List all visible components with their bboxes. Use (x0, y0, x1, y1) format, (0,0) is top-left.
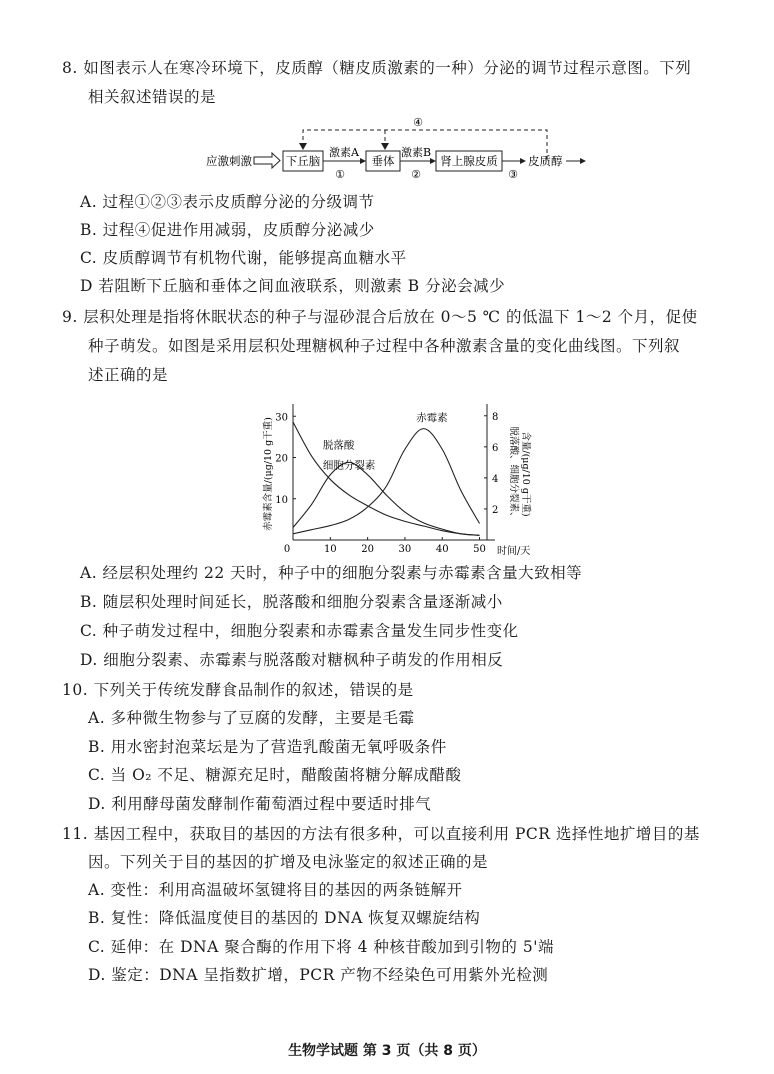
y-left-tick-label: 20 (275, 453, 288, 465)
q11-option-c: C. 延伸：在 DNA 聚合酶的作用下将 4 种核苷酸加到引物的 5'端 (88, 938, 554, 956)
q10-option-d: D. 利用酵母菌发酵制作葡萄酒过程中要适时排气 (88, 795, 432, 813)
q11-option-b: B. 复性：降低温度使目的基因的 DNA 恢复双螺旋结构 (88, 909, 481, 927)
y-right-axis-title-2: 含量/(μg/10 g干重) (520, 431, 531, 517)
x-tick-label: 40 (435, 544, 449, 555)
hormone-line-chart (255, 398, 531, 558)
label-1: ① (335, 168, 345, 181)
q8-regulation-diagram (200, 112, 600, 182)
y-right-tick-label: 6 (492, 442, 499, 454)
q10-option-c: C. 当 O₂ 不足、糖源充足时，醋酸菌将糖分解成醋酸 (88, 766, 462, 784)
x-axis-title: 时间/天 (497, 546, 531, 557)
q11-stem-line1: 11. 基因工程中，获取目的基因的方法有很多种，可以直接利用 PCR 选择性地扩增目的基 (62, 825, 700, 843)
q8-option-c: C. 皮质醇调节有机物代谢，能够提高血糖水平 (80, 249, 407, 267)
y-right-tick-label: 2 (492, 504, 499, 516)
svg-text:垂体: 垂体 (371, 154, 395, 168)
hormone-a-label: 激素A (329, 146, 359, 159)
q11-stem-line2: 因。下列关于目的基因的扩增及电泳鉴定的叙述正确的是 (88, 853, 489, 871)
svg-text:肾上腺皮质: 肾上腺皮质 (440, 154, 498, 168)
q9-option-c: C. 种子萌发过程中，细胞分裂素和赤霉素含量发生同步性变化 (80, 622, 519, 640)
q8-option-d: D 若阻断下丘脑和垂体之间血液联系，则激素 B 分泌会减少 (80, 277, 506, 295)
svg-text:下丘脑: 下丘脑 (285, 154, 321, 168)
q9-stem-line3: 述正确的是 (88, 366, 169, 384)
q9-stem-line1: 9. 层积处理是指将休眠状态的种子与湿砂混合后放在 0～5 ℃ 的低温下 1～2 个月，促使 (62, 308, 698, 326)
q9-stem-line2: 种子萌发。如图是采用层积处理糖枫种子过程中各种激素含量的变化曲线图。下列叙 (88, 337, 681, 355)
q10-stem: 10. 下列关于传统发酵食品制作的叙述，错误的是 (62, 681, 414, 699)
series-line-1 (293, 462, 480, 535)
label-3: ③ (508, 168, 518, 181)
hormone-b-label: 激素B (400, 146, 432, 159)
stimulus-label: 应激刺激 (206, 154, 252, 168)
series-line-2 (293, 429, 480, 534)
hollow-arrow-icon (254, 153, 280, 168)
y-right-tick-label: 8 (492, 411, 499, 423)
page-footer: 生物学试题 第 3 页（共 8 页） (288, 1043, 486, 1059)
cortisol-label: 皮质醇 (528, 154, 563, 168)
series-label-0: 脱落酸 (322, 439, 355, 452)
series-label-2: 赤霉素 (416, 412, 448, 425)
series-line-0 (293, 422, 480, 535)
q9-option-d: D. 细胞分裂素、赤霉素与脱落酸对糖枫种子萌发的作用相反 (80, 651, 504, 669)
y-left-tick-label: 30 (275, 412, 288, 424)
q9-option-a: A. 经层积处理约 22 天时，种子中的细胞分裂素与赤霉素含量大致相等 (80, 564, 583, 582)
y-left-tick-label: 10 (275, 494, 288, 506)
series-label-1: 细胞分裂素 (322, 459, 376, 472)
q11-option-a: A. 变性：利用高温破坏氢键将目的基因的两条链解开 (88, 881, 463, 899)
x-tick-label: 50 (473, 544, 486, 555)
q11-option-d: D. 鉴定：DNA 呈指数扩增，PCR 产物不经染色可用紫外光检测 (88, 966, 549, 984)
q10-option-b: B. 用水密封泡菜坛是为了营造乳酸菌无氧呼吸条件 (88, 738, 447, 756)
label-4: ④ (413, 116, 423, 129)
q8-stem-line1: 8. 如图表示人在寒冷环境下，皮质醇（糖皮质激素的一种）分泌的调节过程示意图。下列 (62, 59, 692, 77)
y-right-axis-title-1: 脱落酸、细胞分裂素、 (508, 426, 519, 522)
q10-option-a: A. 多种微生物参与了豆腐的发酵，主要是毛霉 (88, 709, 415, 727)
x-tick-label: 20 (361, 544, 374, 555)
q8-option-b: B. 过程④促进作用减弱，皮质醇分泌减少 (80, 221, 375, 239)
q8-stem-line2: 相关叙述错误的是 (88, 88, 217, 106)
label-2: ② (411, 168, 421, 181)
x-tick-label: 30 (398, 544, 412, 555)
origin-label: 0 (283, 544, 291, 555)
q9-option-b: B. 随层积处理时间延长，脱落酸和细胞分裂素含量逐渐减小 (80, 593, 503, 611)
q8-option-a: A. 过程①②③表示皮质醇分泌的分级调节 (80, 193, 375, 211)
x-tick-label: 10 (323, 544, 337, 555)
y-right-tick-label: 4 (492, 473, 499, 485)
y-left-axis-title: 赤霉素含量/(μg/10 g干重) (263, 417, 274, 531)
